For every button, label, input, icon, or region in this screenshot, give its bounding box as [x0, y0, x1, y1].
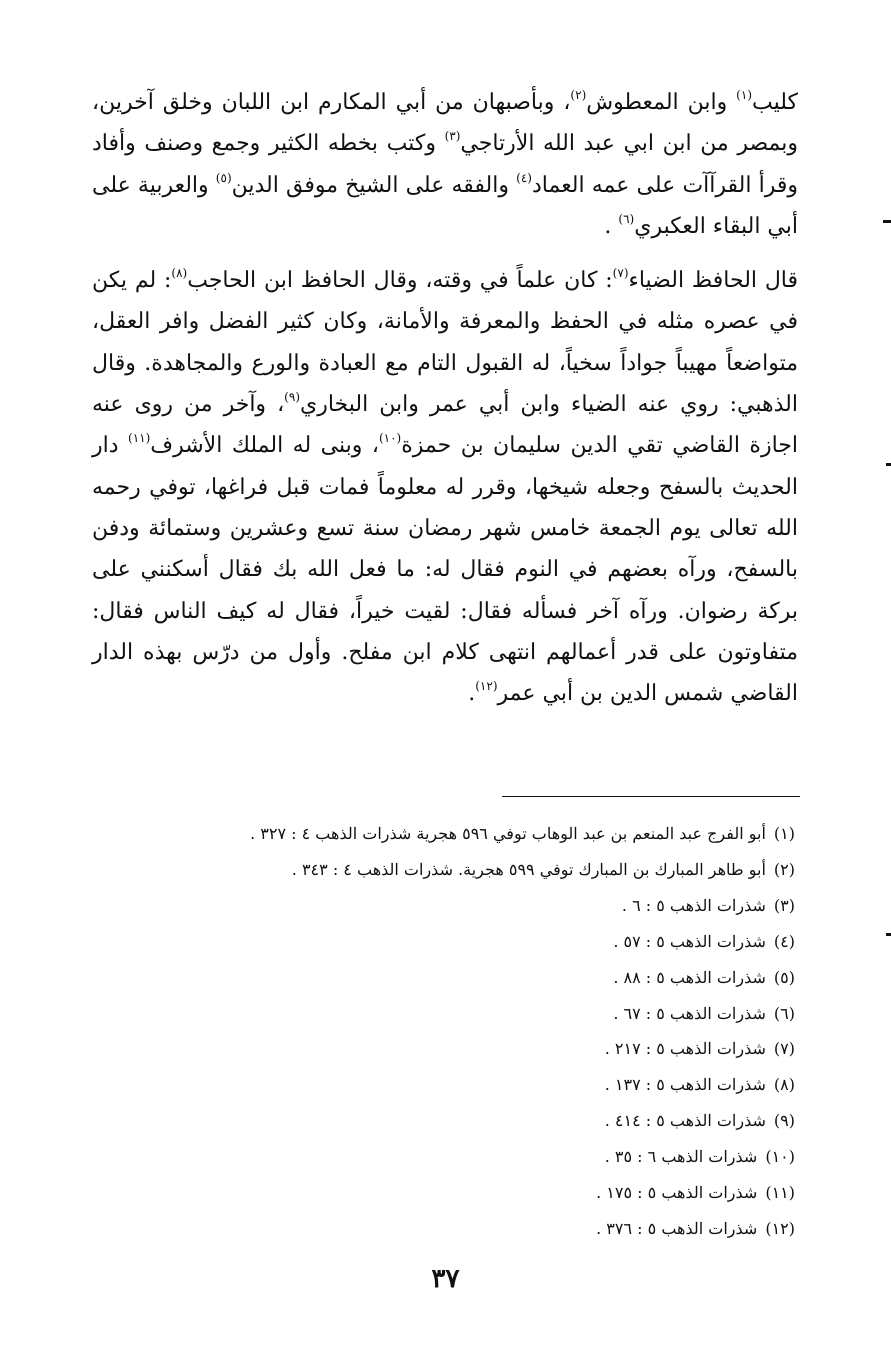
footnote-marker: (٦) — [618, 211, 635, 226]
footnote-number: (١) — [773, 824, 795, 843]
footnote-item — [155, 816, 795, 852]
text-run: : كان علماً في وقته، وقال الحافظ ابن الحاجب — [187, 268, 613, 294]
text-run: قال الحافظ الضياء — [628, 268, 799, 294]
text-run: ، وبنى له الملك الأشرف — [150, 433, 379, 459]
footnote-separator — [502, 796, 800, 797]
text-run: دار الحديث بالسفح وجعله شيخها، وقرر له معلوماً فمات قبل فراغها، توفي رحمه الله تعالى يوم الجمعة خامس شهر رمضان سنة تسع وعشرين وستمائة ودفن بالسفح، ورآه بعضهم في النوم فقال له: ما فعل الله بك فقال أسكنني على بركة رضوان. ورآه آخر فسأله فقال: لقيت خيراً، فقال له كيف الناس فقال: متفاوتون على قدر أعمالهم انتهى كلام ابن مفلح. وأول من درّس بهذه الدار القاضي شمس الدين بن أبي عمر — [92, 433, 798, 707]
footnote-number: (٩) — [773, 1111, 795, 1131]
text-run: وكتب بخطه الكثير وجمع وصنف وأفاد وقرأ القرآآت على عمه العماد — [92, 131, 799, 198]
footnote-text: شذرات الذهب ٥ : ١٣٧ . — [604, 1075, 766, 1095]
footnote-marker: (٥) — [215, 170, 232, 185]
footnote-number: (٢) — [773, 859, 795, 879]
text-run: والفقه على الشيخ موفق الدين — [231, 172, 517, 198]
footnote-item — [155, 1031, 795, 1067]
footnote-marker: (١٢) — [475, 679, 498, 694]
text-run: ، وآخر من روى عنه اجازة القاضي تقي الدين سليمان بن حمزة — [92, 392, 798, 459]
footnote-number: (٧) — [773, 1039, 795, 1059]
page-number: ٣٧ — [431, 1264, 460, 1294]
footnote-number: (١١) — [765, 1183, 795, 1203]
footnote-item — [155, 1175, 795, 1211]
footnote-text: شذرات الذهب ٥ : ٦٧ . — [613, 1003, 766, 1023]
footnote-item — [155, 1067, 795, 1103]
scan-edge-mark — [883, 220, 891, 223]
footnote-item — [155, 1103, 795, 1139]
footnote-item — [155, 888, 795, 924]
footnote-marker: (١١) — [128, 431, 151, 446]
text-run: ، وبأصبهان من أبي المكارم ابن اللبان وخلق آخرين، وبمصر من ابن ابي عبد الله الأرتاجي — [92, 90, 798, 157]
paragraph — [92, 260, 798, 714]
footnote-text: شذرات الذهب ٥ : ٦ . — [621, 895, 766, 915]
text-run: كليب — [752, 90, 798, 115]
footnote-text: شذرات الذهب ٥ : ٥٧ . — [613, 931, 766, 951]
footnote-number: (١٢) — [765, 1218, 795, 1238]
footnote-number: (١٠) — [765, 1147, 795, 1167]
footnote-item — [155, 960, 795, 996]
footnote-number: (٥) — [773, 967, 795, 987]
footnote-text: شذرات الذهب ٥ : ١٧٥ . — [596, 1183, 758, 1203]
footnote-item — [155, 924, 795, 960]
text-run: . — [604, 213, 619, 239]
footnote-marker: (١) — [736, 88, 752, 102]
footnote-marker: (٨) — [171, 266, 188, 281]
footnote-item — [155, 996, 795, 1032]
text-run: والعربية على أبي البقاء العكبري — [92, 172, 798, 239]
scan-edge-mark — [886, 463, 891, 466]
footnote-number: (٦) — [773, 1003, 795, 1023]
footnote-text: شذرات الذهب ٦ : ٣٥ . — [604, 1147, 758, 1167]
footnotes-list — [155, 816, 795, 1247]
footnote-text: أبو طاهر المبارك بن المبارك توفي ٥٩٩ هجرية. شذرات الذهب ٤ : ٣٤٣ . — [291, 859, 766, 879]
footnote-text: شذرات الذهب ٥ : ٣٧٦ . — [596, 1218, 758, 1238]
footnote-number: (٨) — [773, 1075, 795, 1095]
footnote-item — [155, 1139, 795, 1175]
footnote-number: (٤) — [773, 931, 795, 951]
footnote-marker: (١٠) — [378, 431, 402, 446]
footnote-marker: (٣) — [444, 129, 461, 144]
text-run: . — [468, 681, 476, 707]
footnote-marker: (٤) — [516, 170, 532, 185]
main-text — [92, 82, 798, 714]
footnote-marker: (٢) — [570, 88, 587, 102]
scan-edge-mark — [886, 933, 891, 936]
footnote-text: شذرات الذهب ٥ : ٨٨ . — [613, 967, 766, 987]
footnote-text: أبو الفرج عبد المنعم بن عبد الوهاب توفي ٥٩٦ هجرية شذرات الذهب ٤ : ٣٢٧ . — [250, 824, 766, 843]
footnote-item — [155, 852, 795, 888]
text-run: : لم يكن في عصره مثله في الحفظ والمعرفة والأمانة، وكان كثير الفضل وافر العقل، متواضعاً مهيباً جواداً سخياً، له القبول التام مع العبادة والورع والمجاهدة. وقال الذهبي: روي عنه الضياء وابن أبي عمر وابن البخاري — [92, 268, 798, 418]
footnote-number: (٣) — [773, 895, 795, 915]
footnote-item — [155, 1211, 795, 1247]
footnote-text: شذرات الذهب ٥ : ٤١٤ . — [604, 1111, 766, 1131]
paragraph — [92, 82, 798, 247]
footnote-marker: (٧) — [612, 266, 629, 281]
text-run: وابن المعطوش — [586, 90, 737, 115]
footnote-text: شذرات الذهب ٥ : ٢١٧ . — [604, 1039, 766, 1059]
footnote-marker: (٩) — [284, 390, 300, 405]
